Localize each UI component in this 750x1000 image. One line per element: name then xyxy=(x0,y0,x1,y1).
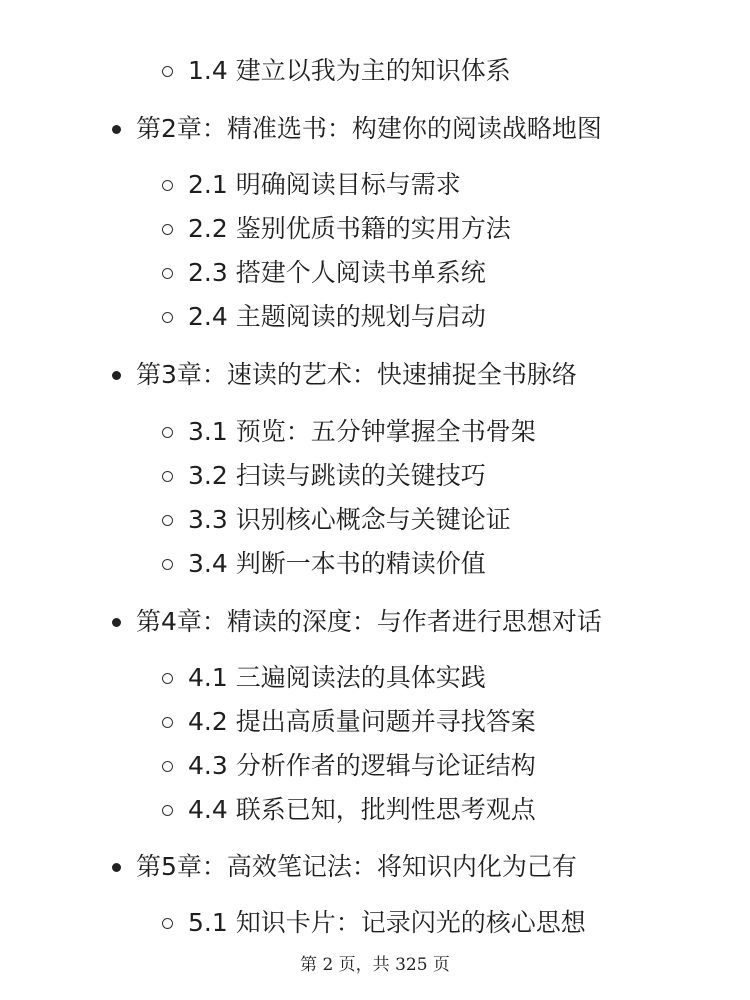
hollow-bullet-icon xyxy=(162,918,173,929)
toc-entry-text: 2.2 鉴别优质书籍的实用方法 xyxy=(188,214,511,243)
toc-entry-text: 3.4 判断一本书的精读价值 xyxy=(188,549,486,578)
hollow-bullet-icon xyxy=(162,673,173,684)
filled-bullet-icon xyxy=(112,618,121,627)
toc-entry-text: 第2章：精准选书：构建你的阅读战略地图 xyxy=(136,114,602,143)
filled-bullet-icon xyxy=(112,125,121,134)
toc-entry-text: 4.1 三遍阅读法的具体实践 xyxy=(188,663,486,692)
hollow-bullet-icon xyxy=(162,66,173,77)
toc-entry-text: 2.3 搭建个人阅读书单系统 xyxy=(188,258,486,287)
hollow-bullet-icon xyxy=(162,515,173,526)
toc-entry-text: 2.4 主题阅读的规划与启动 xyxy=(188,302,486,331)
toc-entry-text: 第4章：精读的深度：与作者进行思想对话 xyxy=(136,607,602,636)
toc-entry-text: 3.1 预览：五分钟掌握全书骨架 xyxy=(188,417,536,446)
toc-entry-text: 1.4 建立以我为主的知识体系 xyxy=(188,56,511,85)
filled-bullet-icon xyxy=(112,863,121,872)
toc-entry-text: 第5章：高效笔记法：将知识内化为己有 xyxy=(136,852,577,881)
toc-entry-text: 2.1 明确阅读目标与需求 xyxy=(188,170,461,199)
hollow-bullet-icon xyxy=(162,180,173,191)
hollow-bullet-icon xyxy=(162,805,173,816)
hollow-bullet-icon xyxy=(162,268,173,279)
toc-entry-text: 第3章：速读的艺术：快速捕捉全书脉络 xyxy=(136,360,577,389)
page-number-footer: 第 2 页，共 325 页 xyxy=(300,955,450,975)
toc-entry-text: 4.4 联系已知，批判性思考观点 xyxy=(188,795,536,824)
toc-entry-text: 5.1 知识卡片：记录闪光的核心思想 xyxy=(188,908,586,937)
hollow-bullet-icon xyxy=(162,471,173,482)
toc-entry-text: 3.2 扫读与跳读的关键技巧 xyxy=(188,461,486,490)
hollow-bullet-icon xyxy=(162,761,173,772)
hollow-bullet-icon xyxy=(162,427,173,438)
toc-entry-text: 4.3 分析作者的逻辑与论证结构 xyxy=(188,751,536,780)
toc-entry-text: 3.3 识别核心概念与关键论证 xyxy=(188,505,511,534)
hollow-bullet-icon xyxy=(162,312,173,323)
hollow-bullet-icon xyxy=(162,717,173,728)
filled-bullet-icon xyxy=(112,371,121,380)
toc-entry-text: 4.2 提出高质量问题并寻找答案 xyxy=(188,707,536,736)
hollow-bullet-icon xyxy=(162,559,173,570)
hollow-bullet-icon xyxy=(162,224,173,235)
